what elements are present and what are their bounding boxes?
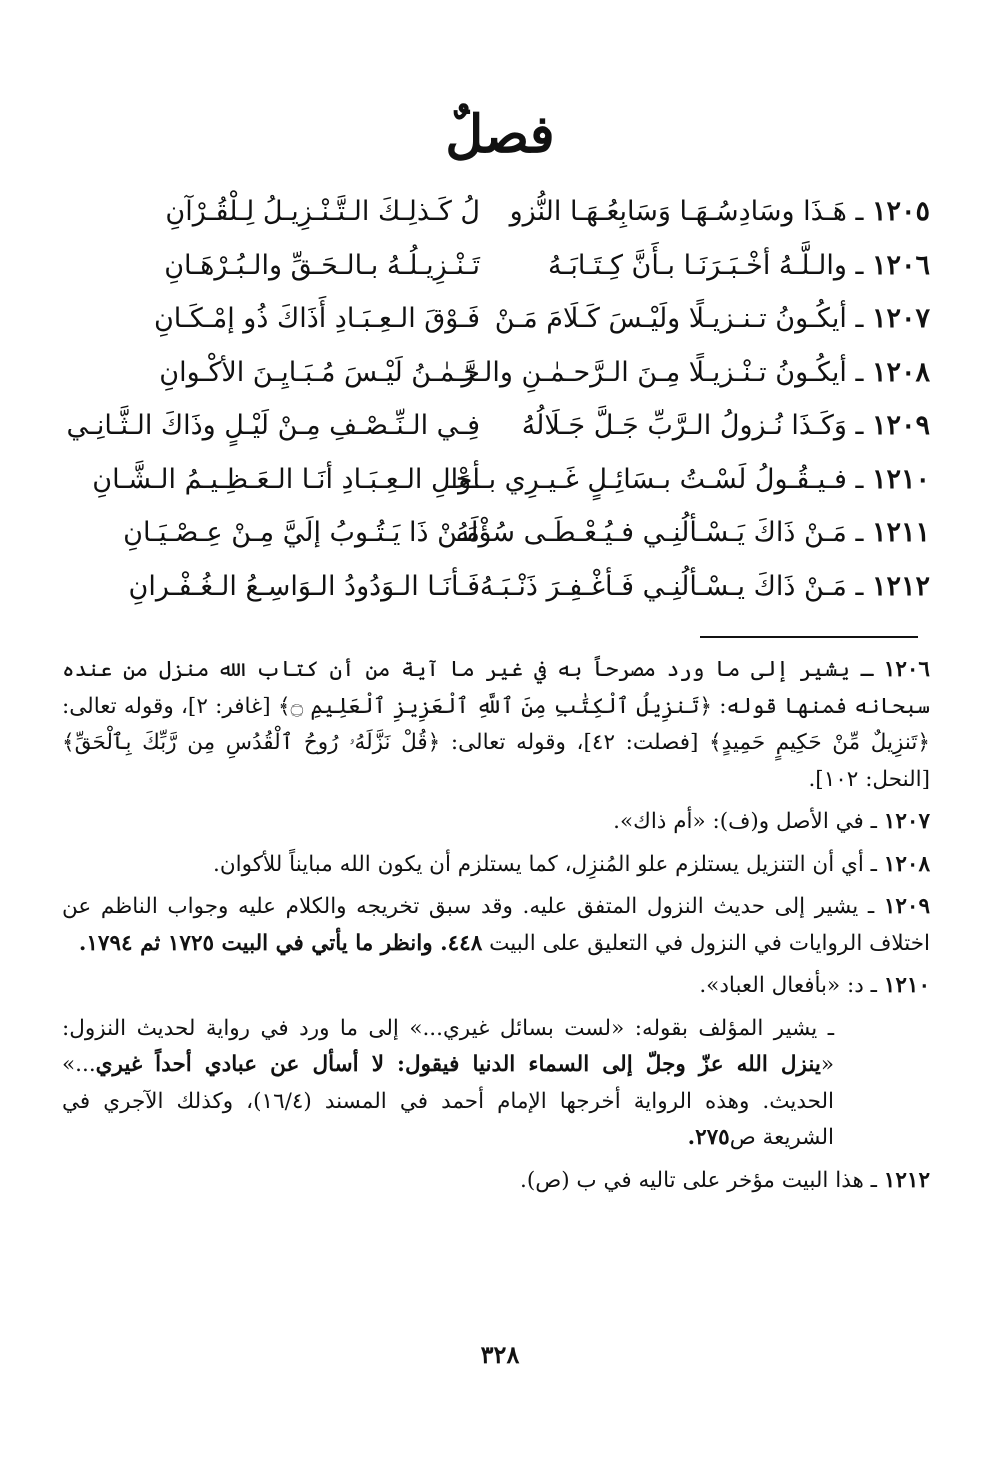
verse-number: ١٢٠٩ — [871, 410, 930, 442]
verse-first-hemistich: فـيـقُـولُ لَسْـتُ بـسَائِـلٍ غَـيـرِي بـأحْـ — [447, 463, 847, 495]
verse-number: ١٢١١ — [871, 517, 930, 549]
verse-second-hemistich: مَـنْ ذَا يَـتُـوبُ إلَيَّ مِـنْ عِـصْـيَـانِ — [123, 517, 480, 549]
verse-first-hemistich: أيكُـونُ تـنـزيـلًا ولَيْـسَ كَـلَامَ مَـنْ — [494, 303, 847, 335]
verse-line: ١٢١٠ ـ فـيـقُـولُ لَسْـتُ بـسَائِـلٍ غَـيـرِي بـأحْـ ـوَالِ الـعِـبَـادِ أنَـا الـعَـظِـيـمُ الـشَّـانِ — [55, 453, 930, 507]
verse-second-hemistich: ـوَالِ الـعِـبَـادِ أنَـا الـعَـظِـيـمُ الـشَّـانِ — [92, 463, 480, 495]
verse-line: ١٢٠٦ ـ والـلَّـهُ أخْـبَـرَنَـا بـأَنَّ كِـتَـابَـهُ تَـنْـزِيـلُـهُ بـالـحَـقِّ والـبُـرْهَـانِ — [55, 239, 930, 293]
footnote-1206: ١٢٠٦ ـ يشير إلى ما ورد مصرحاً به في غير ما آية من أن كتاب الله منزل من عنده سبحانه فمنها قوله: ﴿تَنزِيلُ ٱلْكِتَٰبِ مِنَ ٱللَّهِ ٱلْعَزِيزِ ٱلْعَلِيمِ ۝﴾ [غافر: ٢]، وقوله تعالى: ﴿تَنزِيلٌ مِّنْ حَكِيمٍ حَمِيدٍ﴾ [فصلت: ٤٢]، وقوله تعالى: ﴿قُلْ نَزَّلَهُۥ رُوحُ ٱلْقُدُسِ مِن رَّبِّكَ بِٱلْحَقِّ﴾ [النحل: ١٠٢]. — [62, 657, 930, 792]
footnote-number: ١٢٠٨ — [883, 851, 930, 877]
verse-line: ١٢٠٧ ـ أيكُـونُ تـنـزيـلًا ولَيْـسَ كَـلَامَ مَـنْ فَـوْقَ الـعِـبَـادِ أَذَاكَ ذُو إمْـكَـانِ — [55, 292, 930, 346]
verse-first-hemistich: هَـذَا وسَادِسُـهَـا وَسَابِعُـهَـا النُّزو — [509, 196, 847, 228]
footnote-1210-continuation: ـ يشير المؤلف بقوله: «لست بسائل غيري...» إلى ما ورد في رواية لحديث النزول: «ينزل الله عزّ وجلّ إلى السماء الدنيا فيقول: لا أسأل عن عبادي أحداً غيري...» الحديث. وهذه الرواية أخرجها الإمام أحمد في المسند (١٦/٤)، وكذلك الآجري في الشريعة ص٢٧٥. — [62, 1015, 835, 1150]
verse-second-hemistich: فَـأنَـا الـوَدُودُ الـوَاسِـعُ الـغُـفْـرانِ — [128, 570, 480, 602]
verse-number: ١٢٠٨ — [871, 356, 930, 388]
section-title: فصلٌ — [445, 104, 555, 165]
verse-number: ١٢٠٧ — [871, 303, 930, 335]
footnote-1212: ١٢١٢ ـ هذا البيت مؤخر على تاليه في ب (ص). — [519, 1167, 930, 1193]
verse-number: ١٢٠٦ — [871, 249, 930, 281]
footnotes — [62, 652, 930, 1205]
footnote-number: ١٢١٢ — [883, 1167, 930, 1193]
verse-second-hemistich: فَـوْقَ الـعِـبَـادِ أَذَاكَ ذُو إمْـكَـانِ — [153, 303, 480, 335]
page-reference: ٢٧٥. — [687, 1125, 730, 1150]
quran-quote: ﴿تَنزِيلُ ٱلْكِتَٰبِ مِنَ ٱللَّهِ ٱلْعَزِيزِ ٱلْعَلِيمِ ۝﴾ — [277, 693, 713, 719]
verse-number: ١٢٠٥ — [871, 196, 930, 228]
verse-number: ١٢١٠ — [871, 463, 930, 495]
verse-line: ١٢٠٩ ـ وَكَـذَا نُـزولُ الـرَّبِّ جَـلَّ جَـلَالُهُ فِـي الـنِّـصْـفِ مِـنْ لَيْـلٍ وذَاكَ الـثَّـانِـي — [55, 399, 930, 453]
verse-second-hemistich: فِـي الـنِّـصْـفِ مِـنْ لَيْـلٍ وذَاكَ الـثَّـانِـي — [66, 410, 480, 442]
verse-first-hemistich: وَكَـذَا نُـزولُ الـرَّبِّ جَـلَّ جَـلَالُهُ — [521, 410, 847, 442]
footnote-number: ١٢١٠ — [883, 973, 930, 998]
footnote-references: ٤٤٨. وانظر ما يأتي في البيت ١٧٢٥ ثم ١٧٩٤. — [78, 930, 483, 956]
footnote-1208: ١٢٠٨ ـ أي أن التنزيل يستلزم علو المُنزِل، كما يستلزم أن يكون الله مبايناً للأكوان. — [213, 851, 930, 877]
verses-block — [55, 185, 930, 613]
footnote-1207: ١٢٠٧ ـ في الأصل و(ف): «أم ذاك». — [613, 809, 930, 834]
footnote-number: ١٢٠٦ — [883, 657, 930, 682]
verse-first-hemistich: مَـنْ ذَاكَ يَـسْـألُنِـي فـيُـعْـطَـى سُؤْلَهُ — [455, 517, 847, 549]
footnote-divider — [700, 636, 918, 638]
verse-first-hemistich: والـلَّـهُ أخْـبَـرَنَـا بـأَنَّ كِـتَـابَـهُ — [548, 249, 847, 281]
footnote-number: ١٢٠٩ — [883, 894, 931, 919]
verse-line: ١٢٠٨ ـ أيكُـونُ تـنْـزيـلًا مِـنَ الـرَّحـمٰـنِ والـرَّ حـمٰـنُ لَيْـسَ مُـبَـايِـنَ الأكْـوانِ — [55, 346, 930, 400]
hadith-quote: ينزل الله عزّ وجلّ إلى السماء الدنيا فيقول: لا أسأل عن عبادي أحداً غيري — [95, 1052, 821, 1077]
footnote-1209: ١٢٠٩ ـ يشير إلى حديث النزول المتفق عليه. وقد سبق تخريجه والكلام عليه وجواب الناظم عن اختلاف الروايات في النزول في التعليق على البيت ٤٤٨. وانظر ما يأتي في البيت ١٧٢٥ ثم ١٧٩٤. — [62, 894, 931, 956]
verse-line: ١٢٠٥ ـ هَـذَا وسَادِسُـهَـا وَسَابِعُـهَـا النُّزو لُ كَـذلِـكَ الـتَّـنْـزِيـلُ لِـلْقُـرْآنِ — [55, 185, 930, 239]
verse-first-hemistich: أيكُـونُ تـنْـزيـلًا مِـنَ الـرَّحـمٰـنِ والـرَّ — [461, 356, 847, 388]
verse-second-hemistich: تَـنْـزِيـلُـهُ بـالـحَـقِّ والـبُـرْهَـانِ — [164, 249, 480, 281]
verse-line: ١٢١١ ـ مَـنْ ذَاكَ يَـسْـألُنِـي فـيُـعْـطَـى سُؤْلَهُ مَـنْ ذَا يَـتُـوبُ إلَيَّ مِـنْ عِـصْـيَـانِ — [55, 506, 930, 560]
verse-number: ١٢١٢ — [871, 570, 930, 602]
verse-first-hemistich: مَـنْ ذَاكَ يـسْـألُنِـي فَـأغْـفِـرَ ذَنْـبَـهُ — [479, 570, 847, 602]
footnote-1210: ١٢١٠ ـ د: «بأفعال العباد». — [699, 973, 930, 998]
quran-quote: ﴿تَنزِيلٌ مِّنْ حَكِيمٍ حَمِيدٍ﴾ — [709, 730, 930, 755]
verse-second-hemistich: حـمٰـنُ لَيْـسَ مُـبَـايِـنَ الأكْـوانِ — [159, 356, 480, 388]
footnote-number: ١٢٠٧ — [883, 809, 930, 834]
verse-line: ١٢١٢ ـ مَـنْ ذَاكَ يـسْـألُنِـي فَـأغْـفِـرَ ذَنْـبَـهُ فَـأنَـا الـوَدُودُ الـوَاسِـعُ الـغُـفْـرانِ — [55, 560, 930, 614]
quran-quote: ﴿قُلْ نَزَّلَهُۥ رُوحُ ٱلْقُدُسِ مِن رَّبِّكَ بِٱلْحَقِّ﴾ — [62, 730, 441, 755]
verse-second-hemistich: لُ كَـذلِـكَ الـتَّـنْـزِيـلُ لِـلْقُـرْآنِ — [165, 196, 480, 228]
page-number: ٣٢٨ — [480, 1340, 520, 1369]
